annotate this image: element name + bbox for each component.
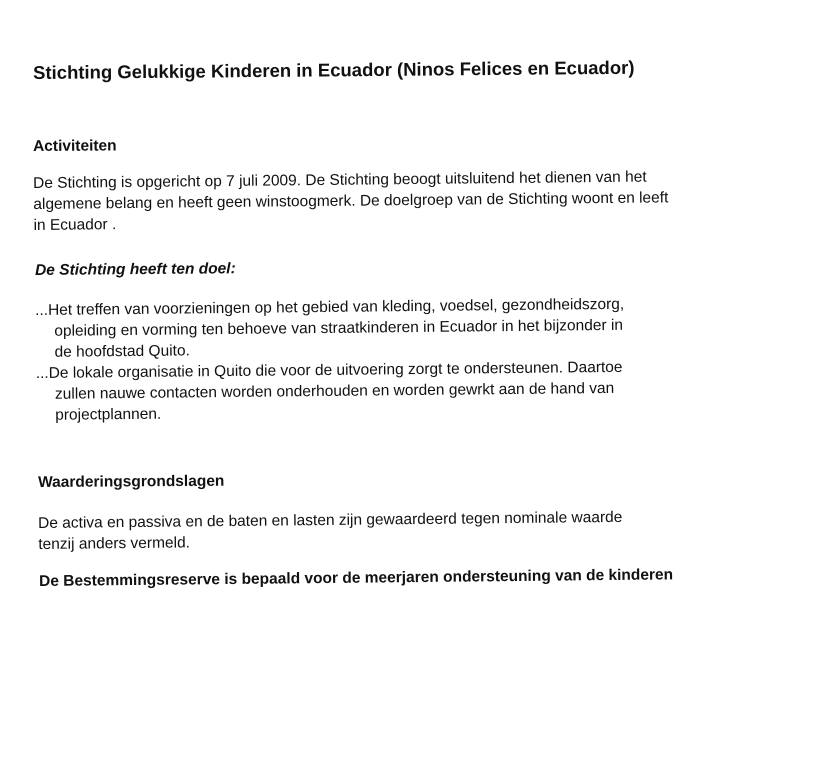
purpose-item-line: ...De lokale organisatie in Quito die voor de uitvoering zorgt te ondersteunen. Daartoe — [35, 358, 623, 382]
purpose-item-line: opleiding en vorming ten behoeve van straatkinderen in Ecuador in het bijzonder in — [54, 316, 624, 340]
valuation-paragraph — [38, 507, 623, 555]
purpose-heading: De Stichting heeft ten doel: — [35, 260, 236, 279]
activities-paragraph — [33, 166, 669, 236]
purpose-item — [36, 357, 626, 426]
activities-line: algemene belang en heeft geen winstoogmerk. De doelgroep van de Stichting woont en leeft — [33, 189, 669, 213]
purpose-item-line: ...Het treffen van voorzieningen op het gebied van kleding, voedsel, gezondheidszorg, — [35, 295, 625, 319]
purpose-list — [35, 294, 625, 426]
valuation-heading: Waarderingsgrondslagen — [38, 472, 225, 491]
reserve-statement: De Bestemmingsreserve is bepaald voor de meerjaren ondersteuning van de kinderen — [39, 566, 674, 590]
purpose-item-line: projectplannen. — [55, 405, 162, 424]
purpose-item-line: zullen nauwe contacten worden onderhouden en worden gewrkt aan de hand van — [54, 379, 615, 403]
purpose-item — [35, 294, 625, 363]
activities-heading: Activiteiten — [33, 137, 117, 155]
valuation-line: tenzij anders vermeld. — [38, 534, 191, 553]
activities-line: in Ecuador . — [33, 216, 117, 234]
activities-line: De Stichting is opgericht op 7 juli 2009. De Stichting beoogt uitsluitend het dienen van het — [33, 168, 647, 192]
valuation-line: De activa en passiva en de baten en lasten zijn gewaardeerd tegen nominale waarde — [38, 508, 623, 532]
purpose-item-line: de hoofdstad Quito. — [54, 342, 190, 361]
document-title: Stichting Gelukkige Kinderen in Ecuador (Ninos Felices en Ecuador) — [33, 56, 635, 83]
